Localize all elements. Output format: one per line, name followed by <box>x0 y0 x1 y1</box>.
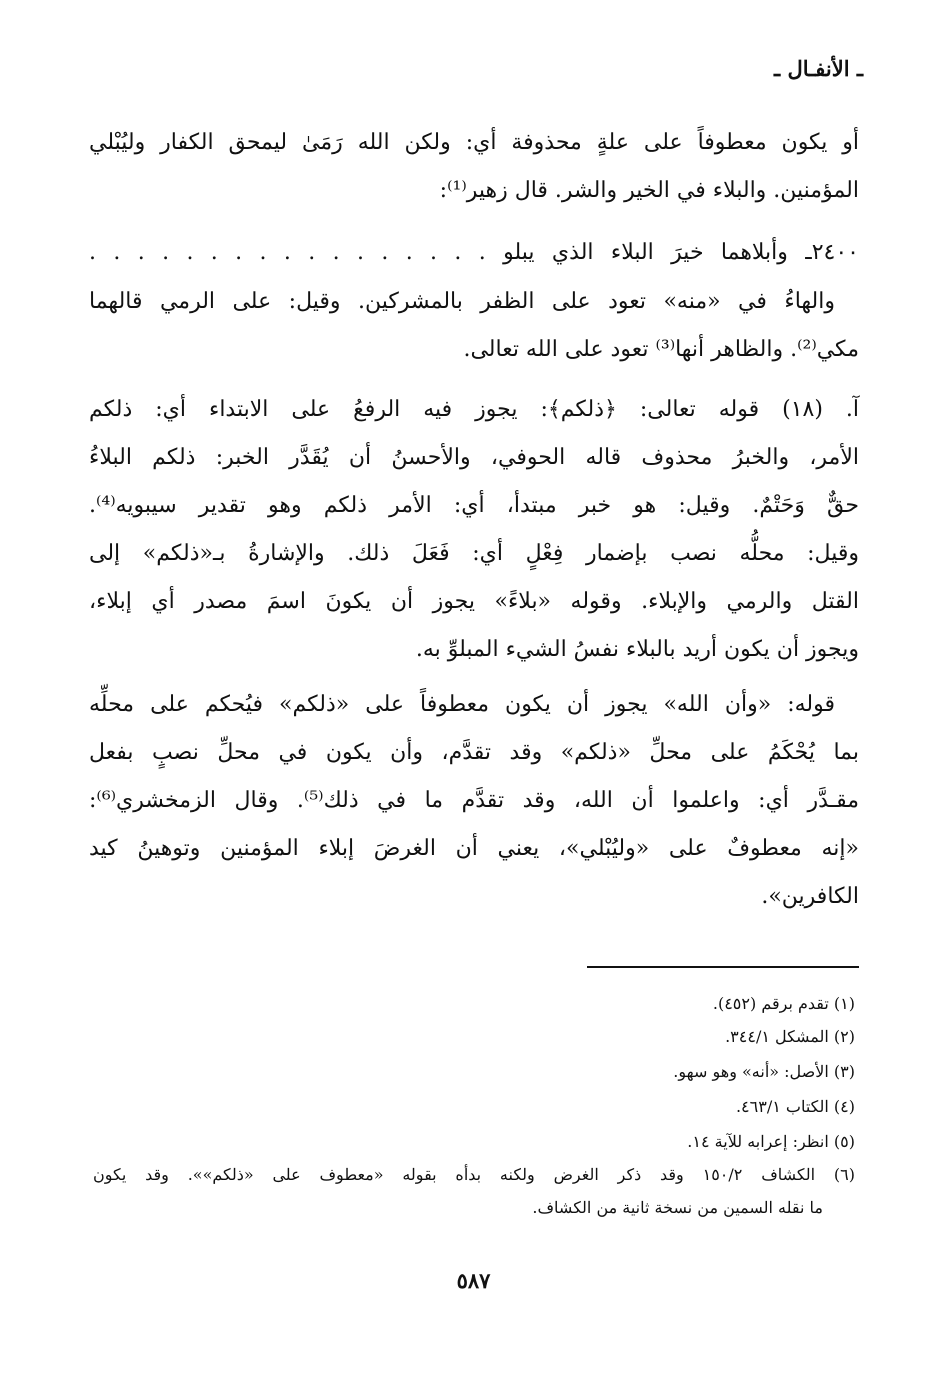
text-line: بما يُحْكَمُ على محلِّ «ذلكم» وقد تقدَّم، وأن يكون في محلِّ نصبٍ بفعل <box>89 740 859 765</box>
text-line: المؤمنين. والبلاء في الخير والشر. قال زهير⁽¹⁾: <box>439 178 859 203</box>
text-line: الأمر، والخبرُ محذوف قاله الحوفي، والأحسنُ أن يُقَدَّر الخبر: ذلكم البلاءُ <box>89 445 859 470</box>
footnote-separator <box>587 966 859 968</box>
footnote: (٥) انظر: إعرابه للآية ١٤. <box>687 1132 855 1151</box>
footnote: (٣) الأصل: «أنه» وهو سهو. <box>673 1062 855 1081</box>
text-line: «إنه معطوفٌ على «وليُبْلي»، يعني أن الغرضَ إبلاء المؤمنين وتوهينُ كيد <box>89 836 859 861</box>
footnote-continuation: ما نقله السمين من نسخة ثانية من الكشاف. <box>532 1198 823 1217</box>
text-line: مكي⁽²⁾. والظاهر أنها⁽³⁾ تعود على الله تعالى. <box>463 337 859 362</box>
text-line: قوله: «وأن الله» يجوز أن يكون معطوفاً على «ذلكم» فيُحكم على محلِّه <box>89 692 835 717</box>
footnote: (٦) الكشاف ١٥٠/٢ وقد ذكر الغرض ولكنه بدأه بقوله «معطوف على «ذلكم»». وقد يكون <box>93 1165 855 1184</box>
footnote: (٤) الكتاب ٤٦٣/١. <box>735 1097 855 1116</box>
footnote: (٢) المشكل ٣٤٤/١. <box>725 1027 855 1046</box>
footnote: (١) تقدم برقم (٤٥٢). <box>712 994 855 1013</box>
page-number: ٥٨٧ <box>456 1268 491 1293</box>
text-line: مقـدَّر أي: واعلموا أن الله، وقد تقدَّم ما في ذلك⁽⁵⁾. وقال الزمخشري⁽⁶⁾: <box>89 788 859 813</box>
text-line: أو يكون معطوفاً على علةٍ محذوفة أي: ولكن الله رَمَىٰ ليمحق الكفار وليُبْلي <box>89 130 859 155</box>
text-line: الكافرين». <box>761 884 859 909</box>
text-line: ويجوز أن يكون أريد بالبلاء نفسُ الشيء المبلوِّ به. <box>415 637 859 662</box>
text-line: وقيل: محلُّه نصب بإضمار فِعْلٍ أي: فَعَلَ ذلك. والإشارةُ بـ«ذلكم» إلى <box>89 541 859 566</box>
text-line: القتل والرمي والإبلاء. وقوله «بلاءً» يجوز أن يكونَ اسمَ مصدر أي إبلاء، <box>89 589 859 614</box>
verse-heading-line: آ. (١٨) قوله تعالى: ﴿ذلكم﴾: يجوز فيه الرفعُ على الابتداء أي: ذلكم <box>89 397 860 422</box>
text-line: حقٌّ وَحَتْمٌ. وقيل: هو خبر مبتدأ، أي: الأمر ذلكم وهو تقدير سيبويه⁽⁴⁾. <box>89 493 859 518</box>
text-line: والهاءُ في «منه» تعود على الظفر بالمشركين. وقيل: على الرمي قالهما <box>89 289 835 314</box>
poem-line: ٢٤٠٠ـ وأبلاهما خيرَ البلاء الذي يبلو . . . . . . . . . . . . . . . . . <box>89 240 859 265</box>
running-header: ـ الأنفـال ـ <box>773 56 863 81</box>
